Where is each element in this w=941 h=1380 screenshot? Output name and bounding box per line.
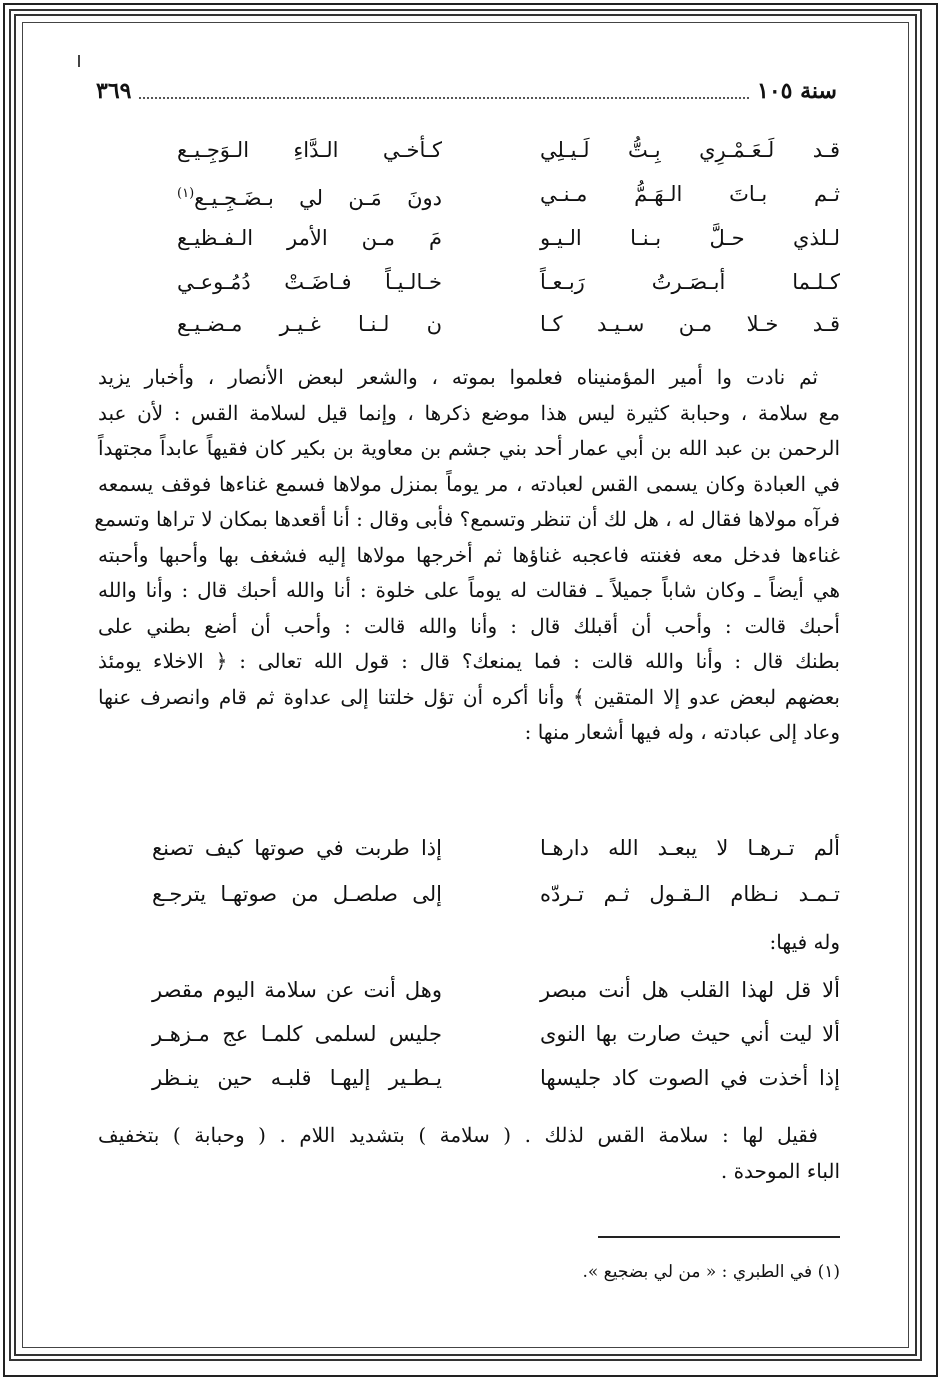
paragraph-main: [94, 360, 840, 751]
poem1-verse: [98, 302, 840, 346]
verse-hemistich-first: تـمـد نـظام الـقـول ثـم تـردّه: [540, 882, 840, 906]
footnote-marker: (١): [177, 186, 195, 201]
paragraph-line: الرحمن بن عبد الله بن أبي عمار أحد بني جشم بن معاوية بن بكير كان فقيهاً عابداً مجتهداً: [98, 436, 840, 460]
poem1-verse: [98, 128, 840, 172]
paragraph-line: في العبادة وكان يسمى القس لعبادته ، مر يوماً بمنزل مولاها فسمع غناءها فوقف يسمعه: [98, 471, 840, 496]
verse-hemistich-first: لـلذي حـلَّ بـنـا الـيـو: [540, 226, 840, 250]
running-head: سنة ١٠٥: [757, 78, 837, 104]
verse-hemistich-first: قـد خـلا مـن سـيـد كـا: [540, 312, 840, 336]
paragraph-line: ثم نادت وا أمير المؤمنيناه فعلموا بموته ، والشعر لبعض الأنصار ، وأخبار يزيد: [98, 365, 818, 389]
verse-hemistich-first: ثـم بـاتَ الـهَـمُّ مـنـي: [540, 182, 840, 206]
verse-hemistich-second: مَ مـن الأمر الـفـظيـع: [177, 226, 442, 250]
verse-hemistich-second: كـأخـي الـدَّاءِ الـوَجِـيـع: [177, 138, 442, 162]
header-leader-dots: [139, 83, 749, 99]
verse-text: دونَ مَـن لي بـضَـجِـيـع: [194, 186, 442, 210]
paragraph-closing: [98, 1118, 840, 1189]
verse-hemistich-first: ألا ليت أني حيث صارت بها النوى: [540, 1022, 840, 1046]
margin-mark: [78, 55, 80, 67]
poem2-verse: [98, 826, 840, 870]
paragraph-line: وعاد إلى عبادته ، وله فيها أشعار منها :: [524, 720, 840, 744]
verse-hemistich-first: إذا أخذت في الصوت كاد جليسها: [540, 1066, 840, 1090]
poem1-verse: [98, 260, 840, 304]
verse-hemistich-second: وهل أنت عن سلامة اليوم مقصر: [152, 978, 442, 1002]
paragraph-line: بعضهم لبعض عدو إلا المتقين ﴾ وأنا أكره أن تؤل خلتنا إلى عداوة ثم قام وانصرف عنها: [98, 684, 840, 709]
verse-hemistich-second: إلى صلصـل من صوتهـا يترجـع: [152, 882, 442, 906]
paragraph-line: فرآه مولاها فقال له ، هل لك أن تنظر وتسمع؟ فأبى وقال : أنا أقعدها بمكان لا تراها وتسمع: [94, 507, 840, 531]
verse-hemistich-second: خـالـيـاً فـاضَـتْ دُمُـوعـي: [177, 270, 442, 294]
poem1-verse: [98, 216, 840, 260]
paragraph-line: فقيل لها : سلامة القس لذلك . ( سلامة ) بتشديد اللام . ( وحبابة ) بتخفيف: [98, 1123, 818, 1147]
poem3-verse: [98, 1012, 840, 1056]
paragraph-line: الباء الموحدة .: [720, 1158, 840, 1183]
verse-hemistich-second: ن لـنـا غـيـر مـضـيـع: [177, 312, 442, 336]
paragraph-line: أحبك قالت : وأحب أن أقبلك قال : وأنا والله قالت : وأحب أن أضع بطني على: [98, 613, 840, 638]
footnote: (١) في الطبري : « من لي بضجيع ».: [582, 1262, 840, 1282]
poem1-verse: [98, 172, 840, 216]
paragraph-line: بطنك قال : وأنا والله قالت : فما يمنعك؟ قال : قول الله تعالى : ﴿ الاخلاء يومئذ: [98, 649, 840, 673]
page-header: [96, 74, 837, 108]
poem2-verse: [98, 872, 840, 916]
verse-hemistich-second: [177, 172, 442, 220]
poem3-verse: [98, 1056, 840, 1100]
paragraph-line: هي أيضاً ـ وكان شاباً جميلاً ـ فقالت له يوماً على خلوة : أنا والله أحبك قال : وأنا والله: [98, 578, 840, 602]
verse-hemistich-first: ألا قل لهذا القلب هل أنت مبصر: [540, 978, 840, 1002]
verse-hemistich-first: كـلـما أبـصَـرتُ رَبـعـاً: [540, 270, 840, 294]
paragraph-line: غناءها فدخل معه فغنته فاعجبه غناؤها ثم أخرجها مولاها إليه فشغف بها وأحبها وأحبته: [98, 542, 840, 567]
verse-hemistich-first: ألم تـرهـا لا يبعـد الله دارهـا: [540, 836, 840, 860]
paragraph-line: مع سلامة ، وحبابة كثيرة ليس هذا موضع ذكرها ، وإنما قيل لسلامة القس : لأن عبد: [98, 400, 840, 425]
verse-hemistich-first: قـد لَـعَـمْـرِي بِـتُّ لَـيـلِي: [540, 138, 840, 162]
verse-hemistich-second: إذا طربت في صوتها كيف تصنع: [152, 836, 442, 860]
page-number: ٣٦٩: [96, 78, 132, 104]
footnote-separator: [598, 1236, 840, 1238]
verse-hemistich-second: جليس لسلمى كلمـا عج مـزهـر: [152, 1022, 442, 1046]
sub-heading: وله فيها:: [769, 930, 840, 954]
poem3-verse: [98, 968, 840, 1012]
verse-hemistich-second: يـطـير إليهـا قلبـه حين ينـظر: [152, 1066, 442, 1090]
